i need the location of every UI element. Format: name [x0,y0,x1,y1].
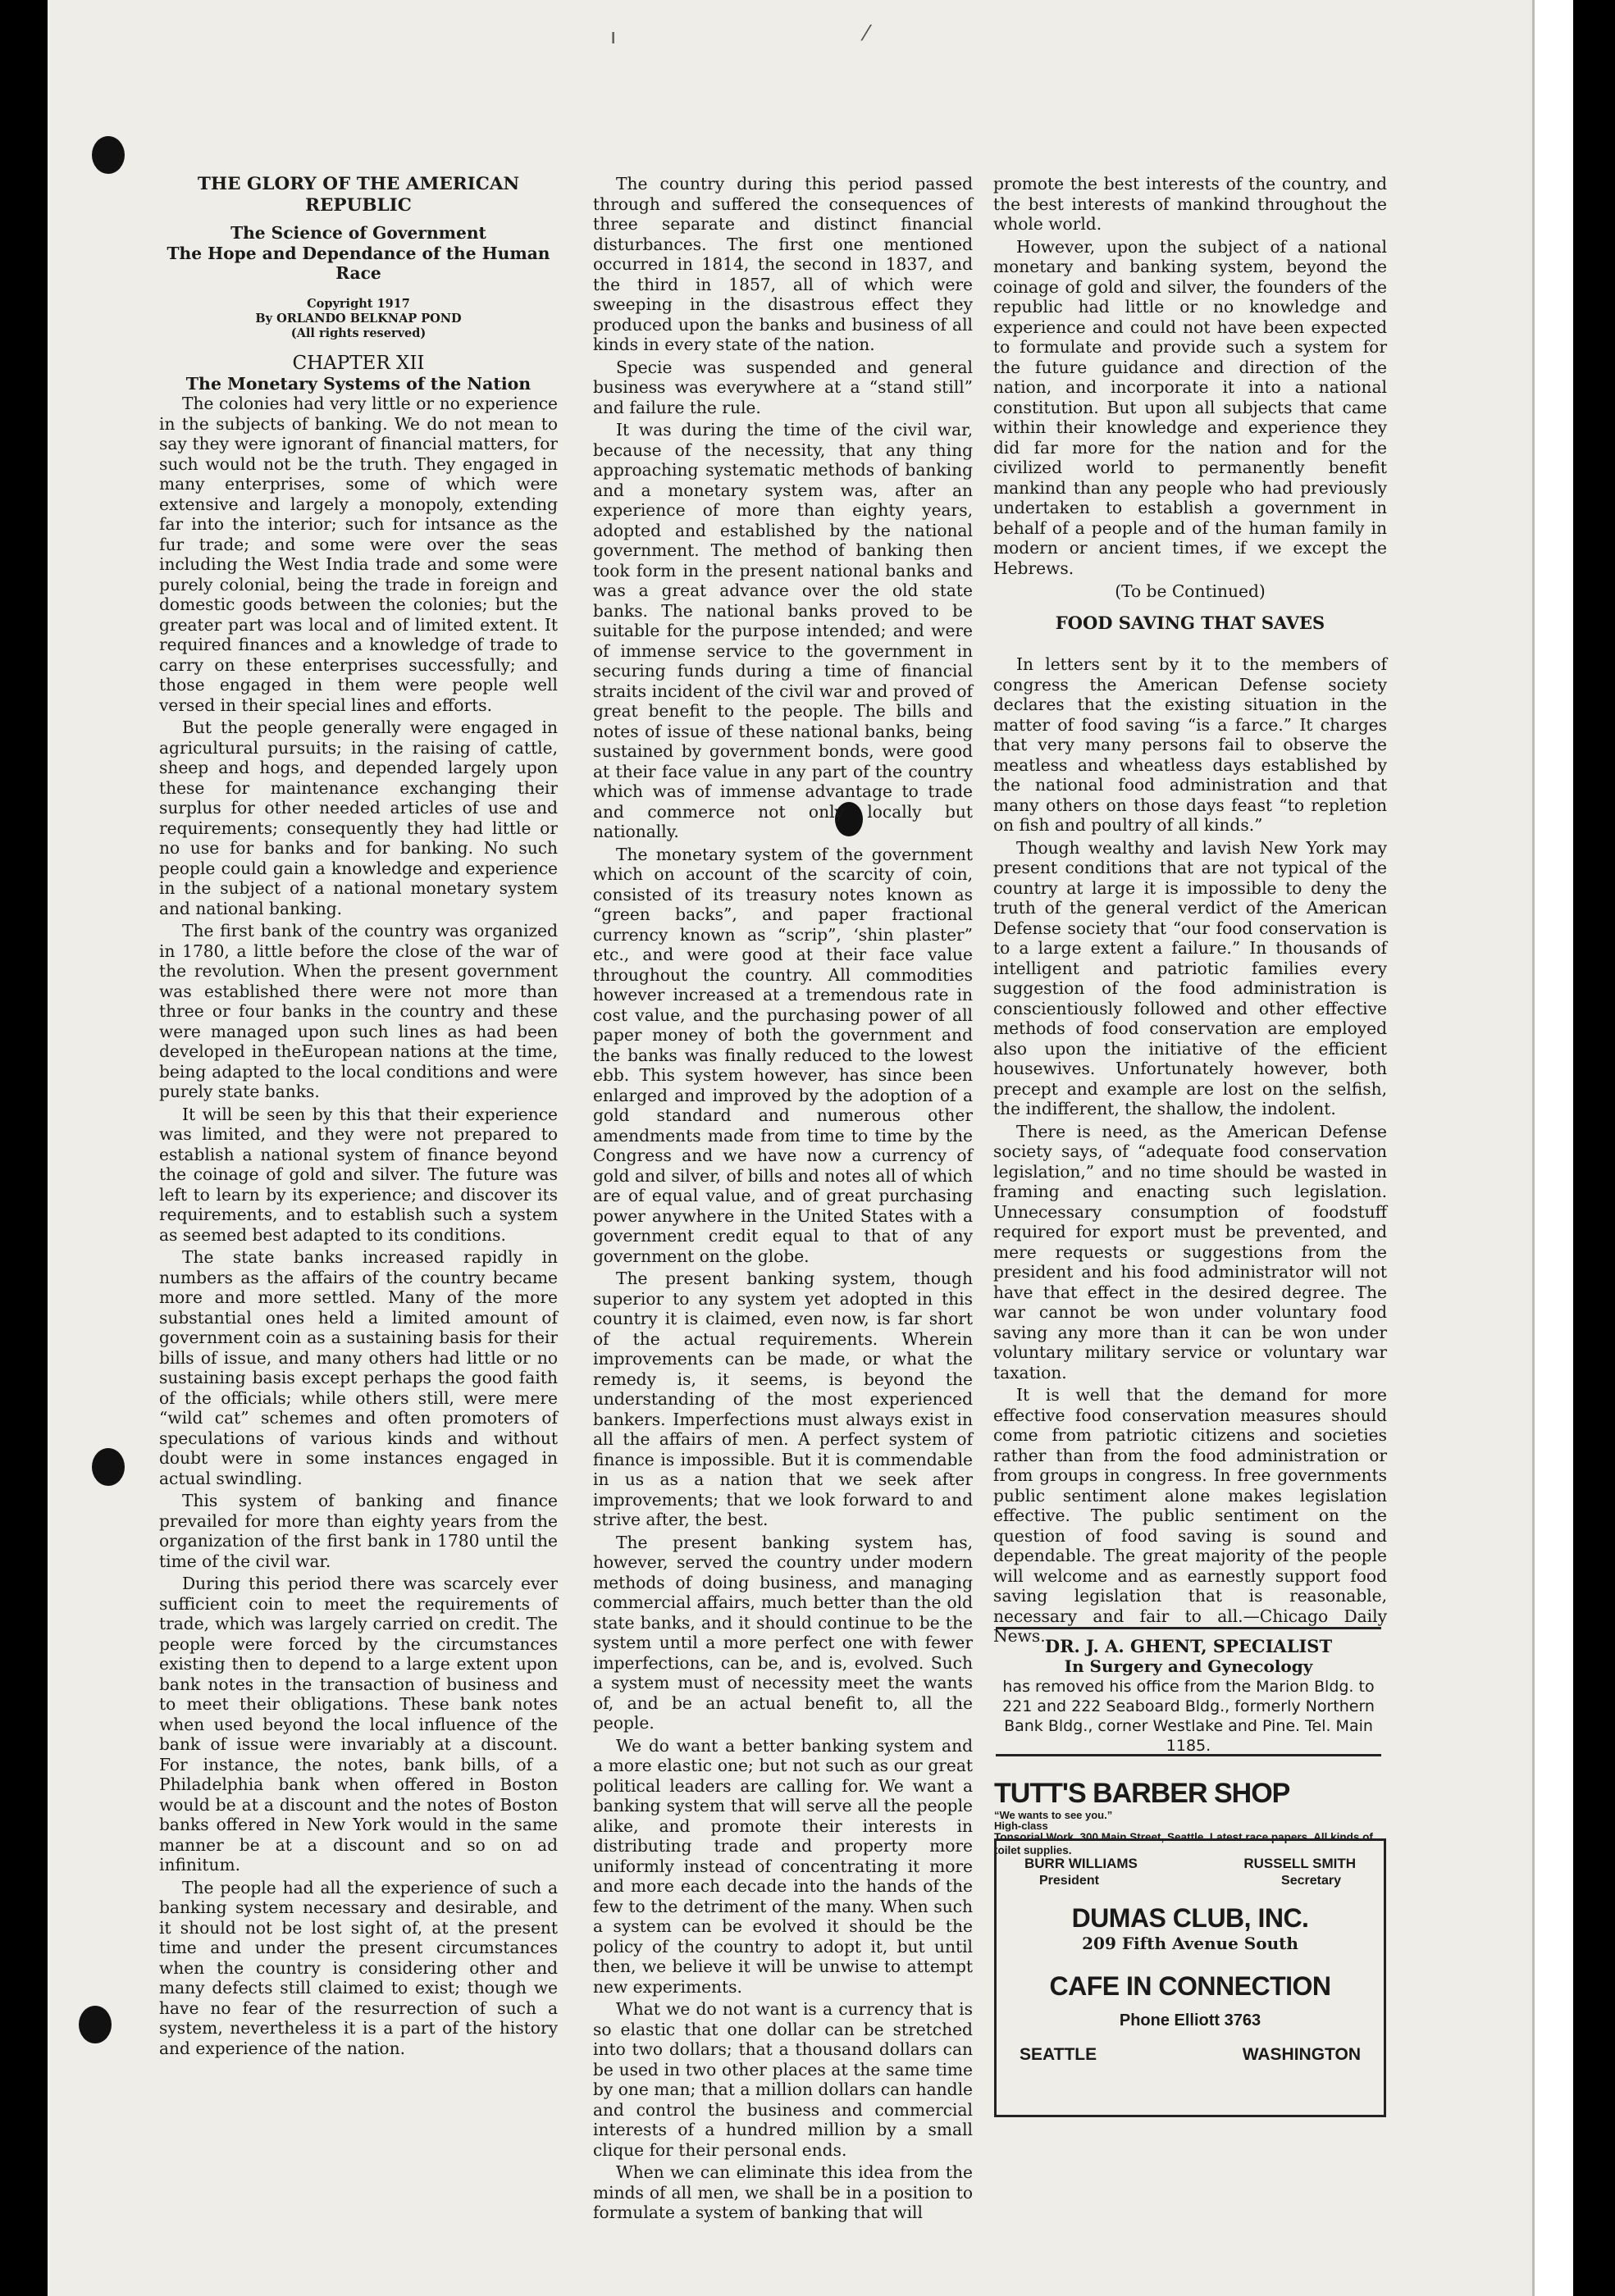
page-edge [1532,0,1573,2296]
paragraph: The state banks increased rapidly in numbers as the affairs of the country became more and more settled. Many of the more substantial ones held a limited amount of government coin as a sustaining basis for their bills of issue, and many others had little or no sustaining basis except perhaps the good faith of the officials; while others still, were mere “wild cat” schemes and often promoters of speculations of various kinds and without doubt were in some instances engaged in actual swindling. [159,1247,558,1488]
paragraph: In letters sent by it to the members of congress the American Defense society declares that the existing situation in the matter of food saving “is a farce.” It charges that very many persons fail to observe the meatless and wheatless days established by the national food administration and that many others on those days feast “to repletion on fish and poultry of all kinds.” [993,654,1387,835]
ad-tutt-details: Tonsorial Work. 300 Main Street, Seattle. Latest race papers. All kinds of toilet supplies. [994,1831,1373,1856]
ad-ghent [996,1627,1381,1756]
ad-tutt-name: TUTT'S BARBER SHOP [994,1778,1290,1809]
paragraph: The first bank of the country was organized in 1780, a little before the close of the war of the revolution. When the present government was established there were not more than three or four banks in the country and these were managed upon such lines as had been developed in theEuropean nations at the time, being adapted to the local conditions and were purely state banks. [159,921,558,1101]
article-title: THE GLORY OF THE AMERICAN REPUBLIC [197,174,520,216]
club-address: 209 Fifth Avenue South [1082,1934,1298,1953]
binder-hole [92,136,125,174]
to-be-continued: (To be Continued) [1115,581,1266,601]
pen-mark: ı [610,25,617,49]
paragraph: We do want a better banking system and a more elastic one; but not such as our great political leaders are calling for. We want a banking system that will serve all the people alike, and promote their interests in distributing trade and property more uniformly instead of concentrating it more and more each decade into the hands of the few to the detriment of the many. When such a system can be evolved it should be the policy of the country to adopt it, but until then, we believe it will be unwise to attempt new experiments. [593,1735,973,1997]
rights: (All rights reserved) [290,326,427,340]
column-1 [159,174,558,2061]
paragraph: However, upon the subject of a national monetary and banking system, beyond the coinage of gold and silver, the founders of the republic had little or no knowledge and experience and could not have been expected to formulate and provide such a system for the future guidance and direction of the nation, and incorporate it into a national constitution. But upon all subjects that came within their knowledge and experience they did far more for the nation and for the civilized world to permanently benefit mankind than any people who had previously undertaken to establish a government in behalf of a people and of the human family in modern or ancient times, if we except the Hebrews. [993,236,1387,578]
ad-tutt [994,1778,1386,1856]
paragraph: The present banking system, though superior to any system yet adopted in this country it is claimed, even now, is far short of the actual requirements. Wherein improvements can be made, or what the remedy is, it seems, is beyond the understanding of the most experienced bankers. Imperfections must always exist in all the affairs of men. A perfect system of finance is impossible. But it is commendable in us as a nation that we seek after improvements; that we look forward to and strive after, the best. [593,1269,973,1529]
club-phone: Phone Elliott 3763 [1119,2011,1261,2029]
paragraph: It will be seen by this that their experience was limited, and they were not prepared to establish a national system of finance beyond the coinage of gold and silver. The future was left to learn by its experience; and discover its requirements, and to establish such a system as seemed best adapted to its conditions. [159,1104,558,1245]
paragraph: What we do not want is a currency that is so elastic that one dollar can be stretched into two dollars; that a thousand dollars can be used in two other places at the same time by one man; that a million dollars can handle and control the business and commercial interests of a hundred million by a small clique for their personal ends. [593,1999,973,2160]
paragraph: It is well that the demand for more effective food conservation measures should come from patriotic citizens and societies rather than from the food administration or from groups in congress. In free governments public sentiment alone makes legislation effective. The public sentiment on the question of food saving is sound and dependable. The great majority of the people will welcome and as earnestly support food saving legislation that is reasonable, necessary and fair to all.—Chicago Daily News. [993,1385,1387,1646]
ad-ghent-specialty: In Surgery and Gynecology [1064,1656,1313,1676]
food-article-title: FOOD SAVING THAT SAVES [1055,612,1325,633]
chapter-number: CHAPTER XII [292,352,425,374]
binder-hole [79,2006,112,2043]
club-state: WASHINGTON [1242,2045,1361,2064]
paragraph: Though wealthy and lavish New York may present conditions that are not typical of the country at large it is impossible to deny the truth of the general verdict of the American Defense society that “our food conservation is to a large extent a failure.” In thousands of intelligent and patriotic families every suggestion of the food administration is conscientiously followed and other effective methods of food conservation are employed also upon the initiative of the efficient housewives. Unfortunately however, both precept and example are lost on the selfish, the indifferent, the shallow, the indolent. [993,837,1387,1118]
secretary-name: RUSSELL SMITH [1243,1856,1356,1871]
paragraph: It was during the time of the civil war, because of the necessity, that any thing approaching systematic methods of banking and a monetary system was, after an experience of more than eighty years, adopted and established by the national government. The method of banking then took form in the present national banks and was a great advance over the old state banks. The national banks proved to be suitable for the purpose intended; and were of immense service to the government in securing funds during a time of financial straits incident of the civil war and proved of great benefit to the people. The bills and notes of issue of these national banks, being sustained by government bonds, were good at their face value in any part of the country which was of immense advantage to trade and commerce not only locally but nationally. [593,420,973,841]
author: By ORLANDO BELKNAP POND [255,311,462,326]
paragraph: promote the best interests of the country, and the best interests of mankind throughout the whole world. [993,174,1387,234]
column-2 [593,174,973,2225]
ad-tutt-tagline: “We wants to see you.” High-class [994,1809,1113,1832]
paragraph: During this period there was scarcely ever sufficient coin to meet the requirements of trade, which was largely carried on credit. The people were forced by the circumstances existing then to depend to a large extent upon bank notes in the transaction of business and to meet their obligations. These bank notes when used beyond the local influence of the bank of issue were invariably at a discount. For instance, the notes, bank bills, of a Philadelphia bank when offered in Boston would be at a discount and the notes of Boston banks offered in New York would in the same manner be at a discount and so on ad infinitum. [159,1574,558,1875]
president-name: BURR WILLIAMS [1024,1856,1138,1871]
ad-dumas [994,1838,1386,2117]
club-city: SEATTLE [1020,2045,1097,2064]
paragraph: There is need, as the American Defense society says, of “adequate food conservation legislation,” and no time should be wasted in framing and enacting such legislation. Unnecessary consumption of foodstuff required for export must be prevented, and mere requests or suggestions from the president and his food administrator will not have that effect in the desired degree. The war cannot be won under voluntary food saving any more than it can be won under voluntary military service or voluntary war taxation. [993,1121,1387,1383]
paragraph: Specie was suspended and general business was everywhere at a “stand still” and failure the rule. [593,357,973,417]
article-subtitle: The Hope and Dependance of the Human Race [167,243,550,283]
paragraph: But the people generally were engaged in agricultural pursuits; in the raising of cattle, sheep and hogs, and depended largely upon these for maintenance exchanging their surplus for other needed articles of use and requirements; consequently they had little or no use for banks and for banking. No such people could gain a knowledge and experience in the subject of a national monetary system and national banking. [159,718,558,918]
copyright: Copyright 1917 [307,296,410,311]
chapter-title: The Monetary Systems of the Nation [185,373,531,394]
article-subtitle: The Science of Government [230,223,486,243]
ad-ghent-details: has removed his office from the Marion Bldg. to 221 and 222 Seaboard Bldg., formerly Northern Bank Bldg., corner Westlake and Pine. Tel. Main 1185. [1002,1678,1375,1755]
paragraph: The people had all the experience of such a banking system necessary and desirable, and it should not be lost sight of, at the present time and under the present circumstances when the country is considering other and many defects still claimed to exist; though we have no fear of the resurrection of such a system, nevertheless it is a part of the history and experience of the nation. [159,1877,558,2058]
cafe-line: CAFE IN CONNECTION [1049,1971,1331,2001]
paragraph: This system of banking and finance prevailed for more than eighty years from the organization of the first bank in 1780 until the time of the civil war. [159,1491,558,1571]
club-name: DUMAS CLUB, INC. [1071,1903,1309,1933]
president-role: President [1039,1874,1099,1888]
paragraph: The monetary system of the government which on account of the scarcity of coin, consisted of its treasury notes known as “green backs”, and paper fractional currency known as “scrip”, ‘shin plaster” etc., and were good at their face value throughout the country. All commodities however increased at a tremendous rate in cost value, and the purchasing power of all paper money of both the government and the banks was finally reduced to the lowest ebb. This system however, has since been enlarged and improved by the adoption of a gold standard and numerous other amendments made from time to time by the Congress and we have now a currency of gold and silver, of bills and notes all of which are of equal value, and of great purchasing power anywhere in the United States with a government credit equal to that of any government on the globe. [593,844,973,1266]
paragraph: When we can eliminate this idea from the minds of all men, we shall be in a position to formulate a system of banking that will [593,2162,973,2222]
column-3 [993,174,1387,1649]
secretary-role: Secretary [1281,1874,1341,1888]
paragraph: The present banking system has, however, served the country under modern methods of doing business, and managing commercial affairs, much better than the old state banks, and it should continue to be the system until a more perfect one with fewer imperfections, can be, and is, evolved. Such a system must of necessity meet the wants of, and be an actual benefit to, all the people. [593,1532,973,1733]
paragraph: The country during this period passed through and suffered the consequences of three separate and distinct financial disturbances. The first one mentioned occurred in 1814, the second in 1837, and the third in 1857, all of which were sweeping in the disastrous effect they produced upon the banks and business of all kinds in every state of the nation. [593,174,973,354]
pen-mark: ⁄ [865,21,869,46]
binder-hole [92,1448,125,1486]
ad-ghent-name: DR. J. A. GHENT, SPECIALIST [1044,1636,1333,1656]
paragraph: The colonies had very little or no experience in the subjects of banking. We do not mean to say they were ignorant of financial matters, for such would not be the truth. They engaged in many enterprises, some of which were extensive and largely a monopoly, extending far into the interior; such for intsance as the fur trade; and some were over the seas including the West India trade and some were purely colonial, being the trade in foreign and domestic goods between the colonies; but the greater part was local and of limited extent. It required finances and a knowledge of trade to carry on these enterprises successfully; and those engaged in them were people well versed in their special lines and efforts. [159,394,558,715]
